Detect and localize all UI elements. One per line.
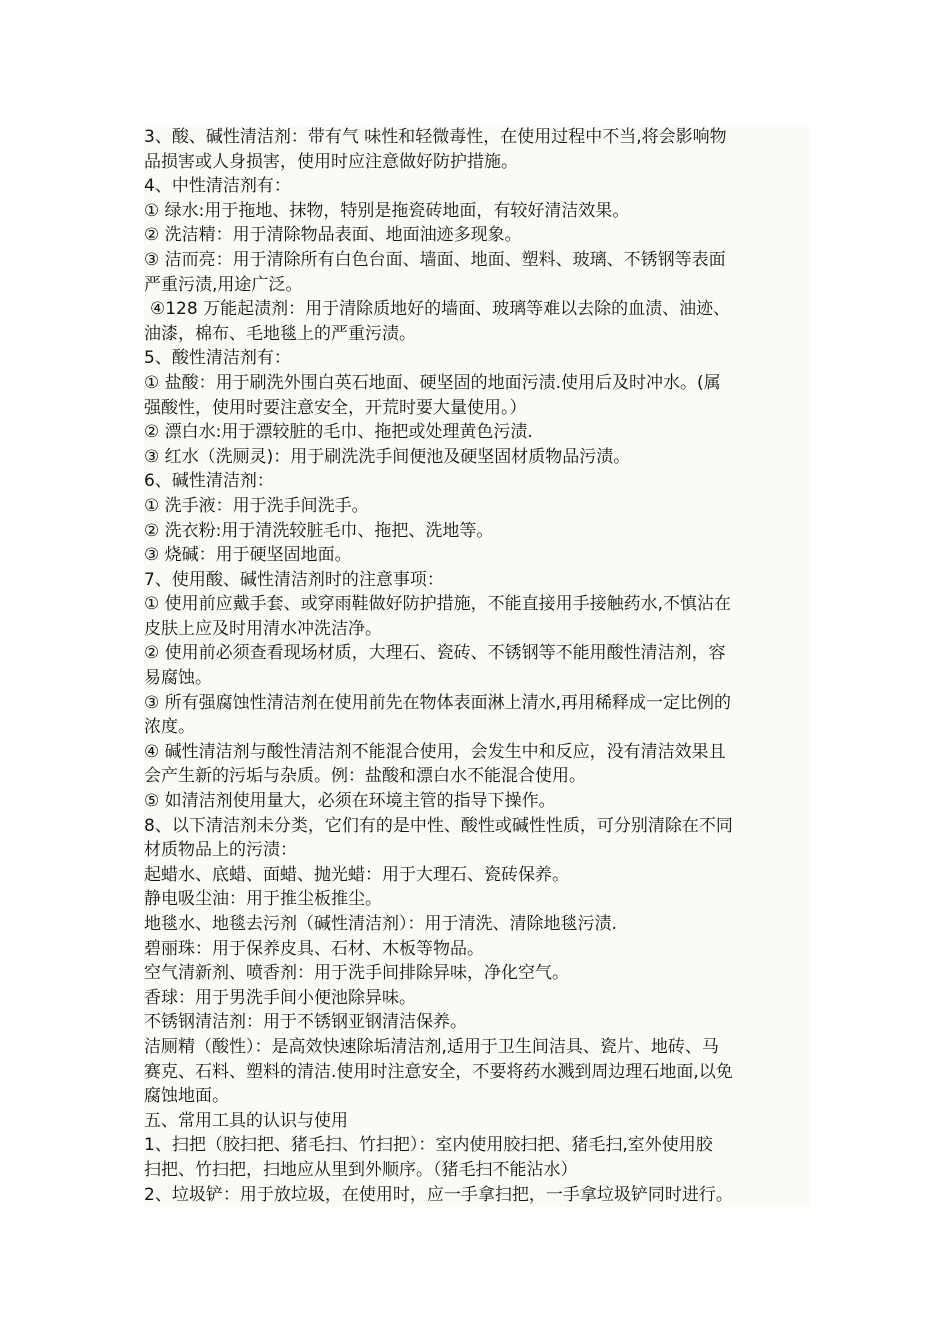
text-line: 皮肤上应及时用清水冲洗洁净。	[144, 618, 382, 639]
text-line: 严重污渍,用途广泛。	[144, 274, 303, 295]
text-line: 4、中性清洁剂有：	[144, 176, 291, 197]
text-line: 洁厕精（酸性）：是高效快速除垢清洁剂,适用于卫生间洁具、瓷片、地砖、马	[144, 1036, 719, 1057]
text-line: ④ 碱性清洁剂与酸性清洁剂不能混合使用，会发生中和反应，没有清洁效果且	[144, 741, 726, 762]
text-line: ② 漂白水:用于漂较脏的毛巾、拖把或处理黄色污渍.	[144, 422, 533, 443]
text-line: ① 洗手液：用于洗手间洗手。	[144, 495, 369, 516]
text-line: 品损害或人身损害，使用时应注意做好防护措施。	[144, 151, 518, 172]
text-line: 起蜡水、底蜡、面蜡、抛光蜡：用于大理石、瓷砖保养。	[144, 864, 569, 885]
text-line: ③ 烧碱：用于硬坚固地面。	[144, 545, 352, 566]
text-line: 2、垃圾铲：用于放垃圾，在使用时，应一手拿扫把，一手拿垃圾铲同时进行。	[144, 1184, 733, 1205]
text-line: 易腐蚀。	[144, 668, 212, 689]
text-line: ① 盐酸：用于刷洗外围白英石地面、硬坚固的地面污渍.使用后及时冲水。(属	[144, 372, 721, 393]
text-line: 浓度。	[144, 717, 195, 738]
text-line: 5、酸性清洁剂有：	[144, 348, 291, 369]
text-line: 会产生新的污垢与杂质。例：盐酸和漂白水不能混合使用。	[144, 766, 586, 787]
text-line: ⑤ 如清洁剂使用量大，必须在环境主管的指导下操作。	[144, 791, 556, 812]
text-line: 6、碱性清洁剂：	[144, 471, 274, 492]
text-line: ① 使用前应戴手套、或穿雨鞋做好防护措施，不能直接用手接触药水,不慎沾在	[144, 594, 732, 615]
text-line: ③ 所有强腐蚀性清洁剂在使用前先在物体表面淋上清水,再用稀释成一定比例的	[144, 692, 732, 713]
text-line: 碧丽珠：用于保养皮具、石材、木板等物品。	[144, 938, 484, 959]
text-line: 五、常用工具的认识与使用	[144, 1110, 348, 1131]
text-line: ② 洗衣粉:用于清洗较脏毛巾、拖把、洗地等。	[144, 520, 494, 541]
text-line: 材质物品上的污渍：	[144, 840, 297, 861]
text-line: 腐蚀地面。	[144, 1086, 229, 1107]
text-line: 扫把、竹扫把，扫地应从里到外顺序。（猪毛扫不能沾水）	[144, 1159, 578, 1180]
text-line: ③ 红水（洗厕灵)：用于刷洗洗手间便池及硬坚固材质物品污渍。	[144, 446, 631, 467]
text-line: 不锈钢清洁剂：用于不锈钢亚钢清洁保养。	[144, 1012, 467, 1033]
text-line: 油漆，棉布、毛地毯上的严重污渍。	[144, 323, 416, 344]
document-body	[144, 125, 810, 1207]
text-line: 静电吸尘油：用于推尘板推尘。	[144, 889, 382, 910]
text-line: 8、以下清洁剂未分类，它们有的是中性、酸性或碱性性质，可分别清除在不同	[144, 815, 733, 836]
text-line: 香球：用于男洗手间小便池除异味。	[144, 987, 416, 1008]
text-line: 1、扫把（胶扫把、猪毛扫、竹扫把）：室内使用胶扫把、猪毛扫,室外使用胶	[144, 1135, 713, 1156]
text-line: 3、酸、碱性清洁剂：带有气 味性和轻微毒性，在使用过程中不当,将会影响物	[144, 127, 727, 147]
text-line: 强酸性，使用时要注意安全，开荒时要大量使用。）	[144, 397, 527, 418]
text-line: ④128 万能起渍剂：用于清除质地好的墙面、玻璃等难以去除的血渍、油迹、	[150, 299, 731, 320]
text-line: ③ 洁而亮：用于清除所有白色台面、墙面、地面、塑料、玻璃、不锈钢等表面	[144, 249, 726, 270]
text-line: 地毯水、地毯去污剂（碱性清洁剂）：用于清洗、清除地毯污渍.	[144, 914, 617, 934]
text-line: 赛克、石料、塑料的清洁.使用时注意安全，不要将药水溅到周边理石地面,以免	[144, 1061, 733, 1082]
text-line: 7、使用酸、碱性清洁剂时的注意事项：	[144, 569, 444, 590]
text-line: ② 洗洁精：用于清除物品表面、地面油迹多现象。	[144, 225, 522, 246]
text-line: ② 使用前必须查看现场材质，大理石、瓷砖、不锈钢等不能用酸性清洁剂，容	[144, 643, 726, 664]
text-line: ① 绿水:用于拖地、抹物，特别是拖瓷砖地面，有较好清洁效果。	[144, 200, 630, 221]
text-line: 空气清新剂、喷香剂：用于洗手间排除异味，净化空气。	[144, 963, 569, 984]
